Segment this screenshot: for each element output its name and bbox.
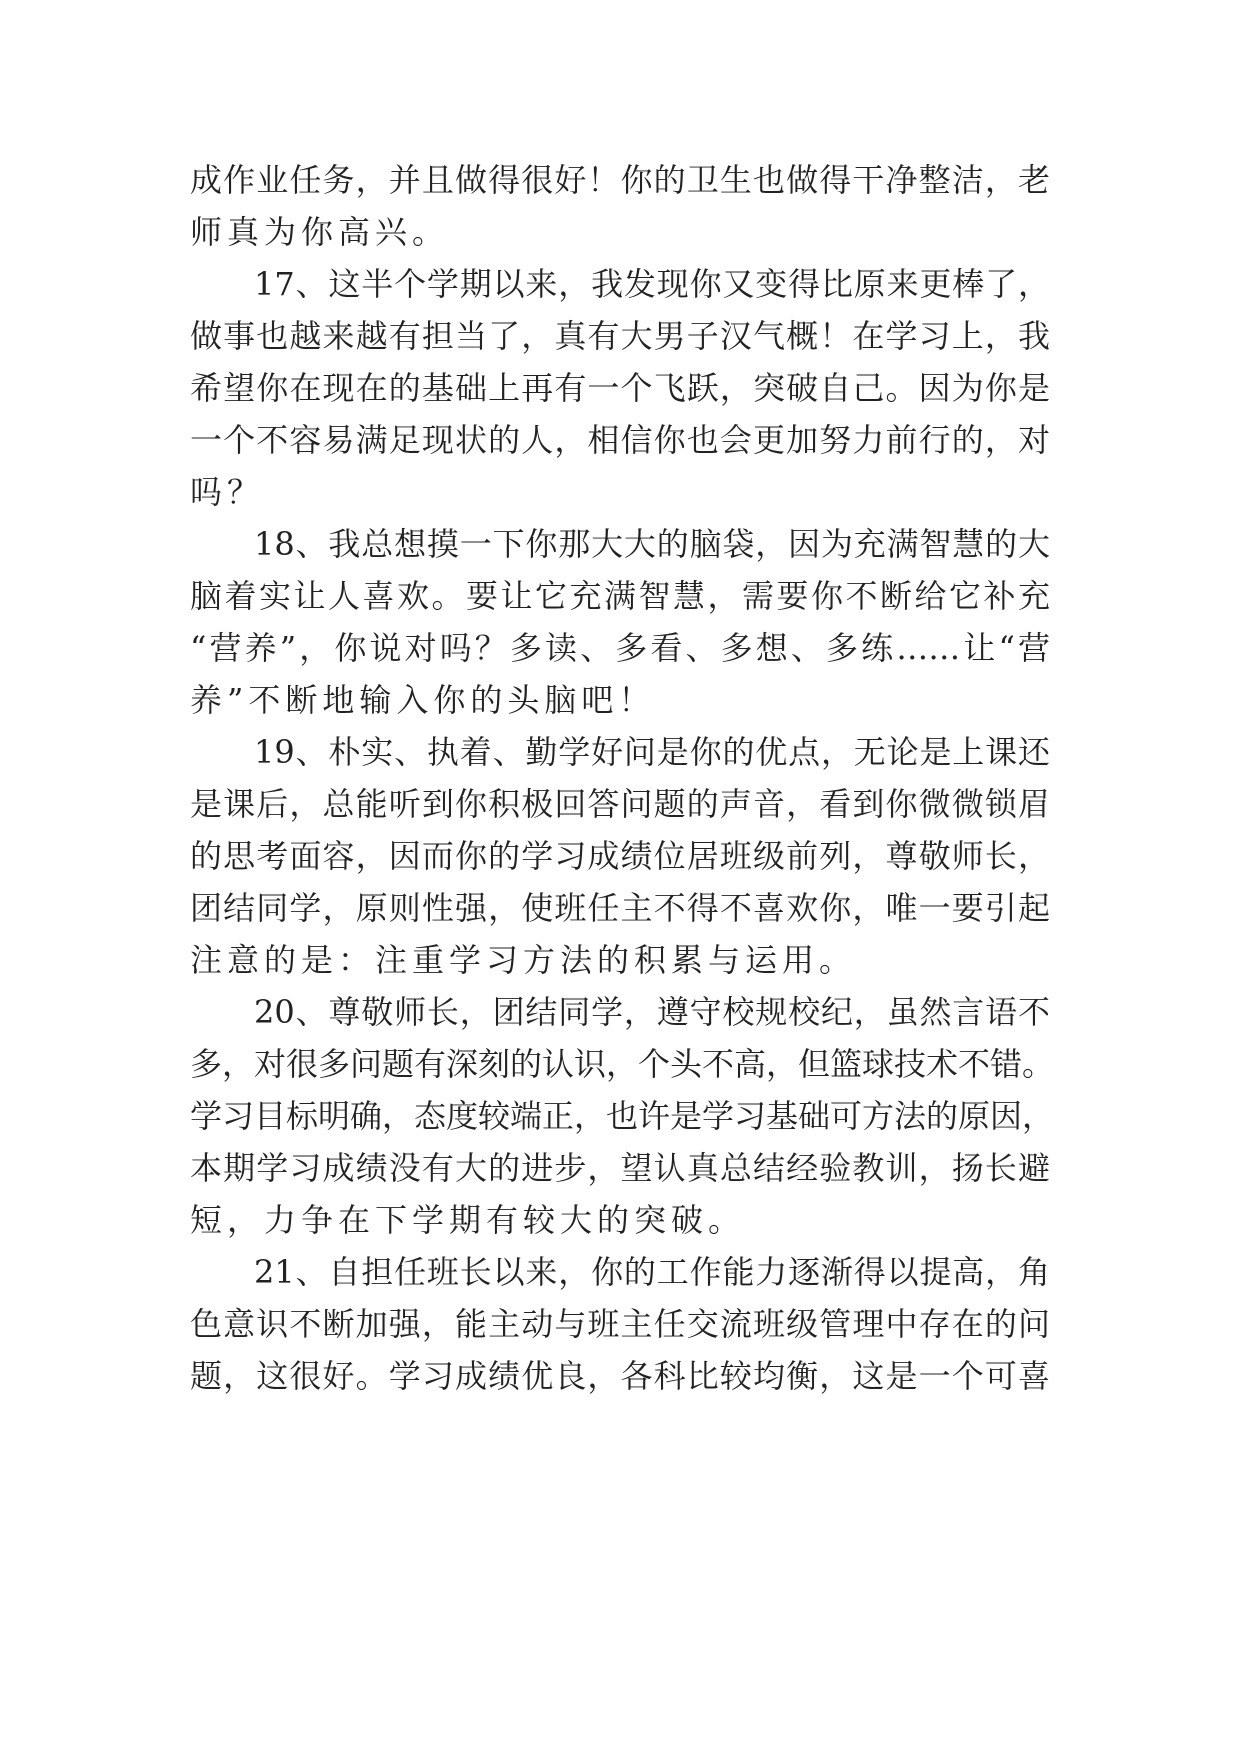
text-line: 脑着实让人喜欢。要让它充满智慧，需要你不断给它补充 [190, 577, 1050, 615]
text-line: 多，对很多问题有深刻的认识，个头不高，但篮球技术不错。 [190, 1045, 1055, 1083]
text-line: 师真为你高兴。 [190, 213, 450, 251]
text-line: 一个不容易满足现状的人，相信你也会更加努力前行的，对 [190, 421, 1050, 459]
paragraph-19-first-line: 19、朴实、执着、勤学好问是你的优点，无论是上课还 [254, 733, 1050, 771]
text-line: 成作业任务，并且做得很好！你的卫生也做得干净整洁，老 [190, 161, 1050, 199]
text-line: 本期学习成绩没有大的进步，望认真总结经验教训，扬长避 [190, 1149, 1050, 1187]
text-line: 养”不断地输入你的头脑吧！ [190, 681, 656, 719]
paragraph-20-first-line: 20、尊敬师长，团结同学，遵守校规校纪，虽然言语不 [254, 993, 1050, 1031]
text-line: 注意的是：注重学习方法的积累与运用。 [190, 941, 857, 979]
paragraph-18-first-line: 18、我总想摸一下你那大大的脑袋，因为充满智慧的大 [254, 525, 1050, 563]
text-line: 短，力争在下学期有较大的突破。 [190, 1201, 746, 1239]
text-line: “营养”，你说对吗？多读、多看、多想、多练……让“营 [190, 629, 1050, 667]
text-line: 学习目标明确，态度较端正，也许是学习基础可方法的原因， [190, 1097, 1055, 1135]
paragraph-17-first-line: 17、这半个学期以来，我发现你又变得比原来更棒了， [254, 265, 1050, 303]
text-line: 希望你在现在的基础上再有一个飞跃，突破自己。因为你是 [190, 369, 1050, 407]
text-line: 的思考面容，因而你的学习成绩位居班级前列，尊敬师长， [190, 837, 1050, 875]
text-line: 题，这很好。学习成绩优良，各科比较均衡，这是一个可喜 [190, 1357, 1050, 1395]
text-line: 吗？ [190, 473, 265, 511]
paragraph-21-first-line: 21、自担任班长以来，你的工作能力逐渐得以提高，角 [254, 1253, 1050, 1291]
text-line: 是课后，总能听到你积极回答问题的声音，看到你微微锁眉 [190, 785, 1050, 823]
text-line: 做事也越来越有担当了，真有大男子汉气概！在学习上，我 [190, 317, 1050, 355]
text-line: 团结同学，原则性强，使班任主不得不喜欢你，唯一要引起 [190, 889, 1050, 927]
text-line: 色意识不断加强，能主动与班主任交流班级管理中存在的问 [190, 1305, 1050, 1343]
